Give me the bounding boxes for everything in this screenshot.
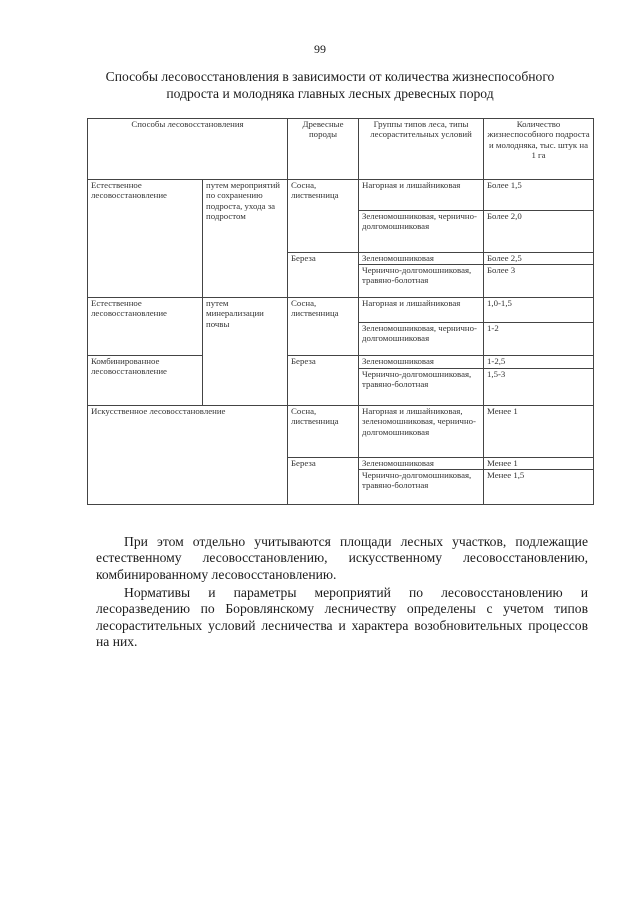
table-header-row xyxy=(88,119,594,180)
paragraph-2 xyxy=(96,585,588,650)
forest-type-cell: Зеленомошниковая xyxy=(359,253,484,265)
header-methods: Способы лесовосстановления xyxy=(88,119,288,180)
paragraph-1-text: При этом отдельно учитываются площади лесных участков, подлежащие естественному лесовосстановлению, искусственному лесовосстановлению, комбинированному лесовосстановлению. xyxy=(96,534,588,582)
forest-type-cell: Зеленомошниковая, чернично-долгомошниковая xyxy=(359,323,484,356)
measure-cell: путем минерализации почвы xyxy=(203,298,288,406)
forest-type-cell: Нагорная и лишайниковая xyxy=(359,180,484,211)
page-number: 99 xyxy=(314,42,326,56)
forest-type-cell: Чернично-долгомошниковая, травяно-болотная xyxy=(359,369,484,406)
species-cell: Сосна, лиственница xyxy=(288,298,359,356)
quantity-cell: 1,0-1,5 xyxy=(484,298,594,323)
method-cell: Естественное лесовосстановление xyxy=(88,298,203,356)
measure-cell: путем мероприятий по сохранению подроста, ухода за подростом xyxy=(203,180,288,298)
forest-type-cell: Нагорная и лишайниковая, зеленомошниковая, чернично-долгомошниковая xyxy=(359,406,484,458)
quantity-cell: Более 2,0 xyxy=(484,211,594,253)
paragraph-1 xyxy=(96,534,588,583)
species-cell: Сосна, лиственница xyxy=(288,406,359,458)
quantity-cell: 1,5-3 xyxy=(484,369,594,406)
table-title xyxy=(80,68,580,102)
forest-type-cell: Зеленомошниковая, чернично-долгомошниковая xyxy=(359,211,484,253)
method-cell: Естественное лесовосстановление xyxy=(88,180,203,298)
forest-type-cell: Чернично-долгомошниковая, травяно-болотная xyxy=(359,470,484,505)
table-row xyxy=(88,298,594,323)
forest-type-cell: Чернично-долгомошниковая, травяно-болотная xyxy=(359,265,484,298)
header-quantity: Количество жизнеспособного подроста и молодняка, тыс. штук на 1 га xyxy=(484,119,594,180)
species-cell: Береза xyxy=(288,458,359,505)
table-title-line-2: подроста и молодняка главных лесных древесных пород xyxy=(166,86,494,101)
header-species: Древесные породы xyxy=(288,119,359,180)
table-row xyxy=(88,406,594,458)
method-cell: Комбинированное лесовосстановление xyxy=(88,356,203,406)
forest-type-cell: Зеленомошниковая xyxy=(359,356,484,369)
forest-type-cell: Зеленомошниковая xyxy=(359,458,484,470)
quantity-cell: Более 3 xyxy=(484,265,594,298)
quantity-cell: Менее 1 xyxy=(484,406,594,458)
table-row xyxy=(88,356,594,369)
species-cell: Береза xyxy=(288,356,359,406)
quantity-cell: Более 2,5 xyxy=(484,253,594,265)
quantity-cell: 1-2,5 xyxy=(484,356,594,369)
quantity-cell: Менее 1,5 xyxy=(484,470,594,505)
forest-type-cell: Нагорная и лишайниковая xyxy=(359,298,484,323)
header-forest-types: Группы типов леса, типы лесорастительных условий xyxy=(359,119,484,180)
table-row xyxy=(88,180,594,211)
quantity-cell: Более 1,5 xyxy=(484,180,594,211)
method-cell: Искусственное лесовосстановление xyxy=(88,406,288,505)
species-cell: Сосна, лиственница xyxy=(288,180,359,253)
paragraph-2-text: Нормативы и параметры мероприятий по лесовосстановлению и лесоразведению по Боровлянскому лесничеству определены с учетом типов лесорастительных условий лесничества и характера возобновительных процессов на них. xyxy=(96,585,588,649)
quantity-cell: Менее 1 xyxy=(484,458,594,470)
species-cell: Береза xyxy=(288,253,359,298)
reforestation-methods-table xyxy=(87,118,594,505)
table-title-line-1: Способы лесовосстановления в зависимости от количества жизнеспособного xyxy=(105,69,555,84)
quantity-cell: 1-2 xyxy=(484,323,594,356)
